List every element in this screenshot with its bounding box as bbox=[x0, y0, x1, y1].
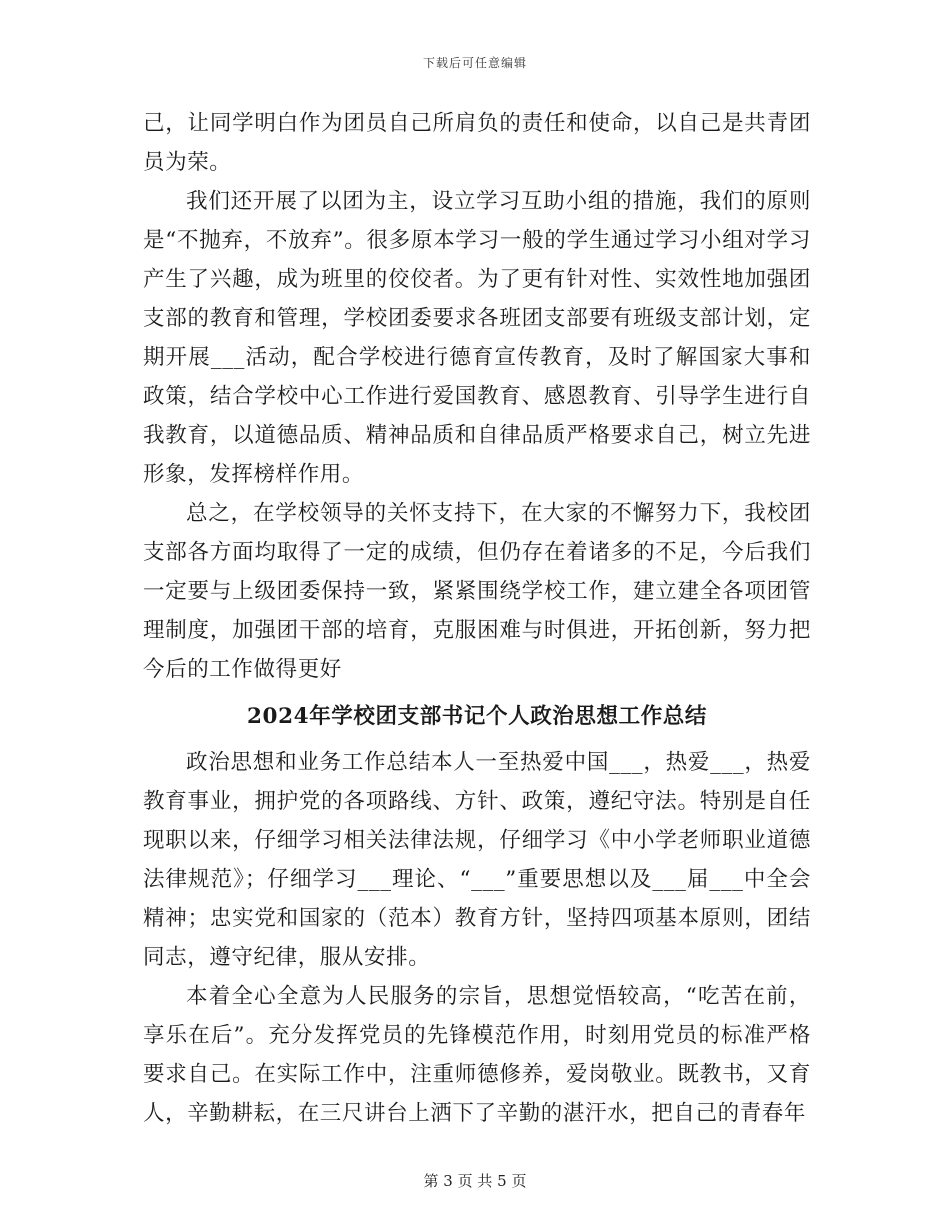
paragraph-continued: 己，让同学明白作为团员自己所肩负的责任和使命，以自己是共青团员为荣。 bbox=[143, 111, 811, 175]
paragraph-service-spirit: 本着全心全意为人民服务的宗旨，思想觉悟较高，“吃苦在前，享乐在后”。充分发挥党员的先锋模范作用，时刻用党员的标准严格要求自己。在实际工作中，注重师德修养，爱岗敬业。既教书，又育人，辛勤耕耘，在三尺讲台上洒下了辛勤的湛汗水，把自己的青春年 bbox=[143, 984, 811, 1126]
document-body bbox=[143, 104, 811, 1133]
page-number: 第 3 页 共 5 页 bbox=[423, 1172, 527, 1190]
paragraph-study-groups: 我们还开展了以团为主，设立学习互助小组的措施，我们的原则是“不抛弃，不放弃”。很多原本学习一般的学生通过学习小组对学习产生了兴趣，成为班里的佼佼者。为了更有针对性、实效性地加强团支部的教育和管理，学校团委要求各班团支部要有班级支部计划，定期开展___活动，配合学校进行德育宣传教育，及时了解国家大事和政策，结合学校中心工作进行爱国教育、感恩教育、引导学生进行自我教育，以道德品质、精神品质和自律品质严格要求自己，树立先进形象，发挥榜样作用。 bbox=[143, 189, 811, 487]
header-note: 下载后可任意编辑 bbox=[422, 56, 527, 70]
paragraph-political-summary: 政治思想和业务工作总结本人一至热爱中国___，热爱___，热爱教育事业，拥护党的各项路线、方针、政策，遵纪守法。特别是自任现职以来，仔细学习相关法律法规，仔细学习《中小学老师职业道德法律规范》；仔细学习___理论、“___”重要思想以及___届___中全会精神；忠实党和国家的（范本）教育方针，坚持四项基本原则，团结同志，遵守纪律，服从安排。 bbox=[143, 750, 811, 970]
section-title: 2024年学校团支部书记个人政治思想工作总结 bbox=[246, 704, 708, 729]
paragraph-conclusion: 总之，在学校领导的关怀支持下，在大家的不懈努力下，我校团支部各方面均取得了一定的成绩，但仍存在着诸多的不足，今后我们一定要与上级团委保持一致，紧紧围绕学校工作，建立建全各项团管理制度，加强团干部的培育，克服困难与时俱进，开拓创新，努力把今后的工作做得更好 bbox=[143, 501, 811, 682]
